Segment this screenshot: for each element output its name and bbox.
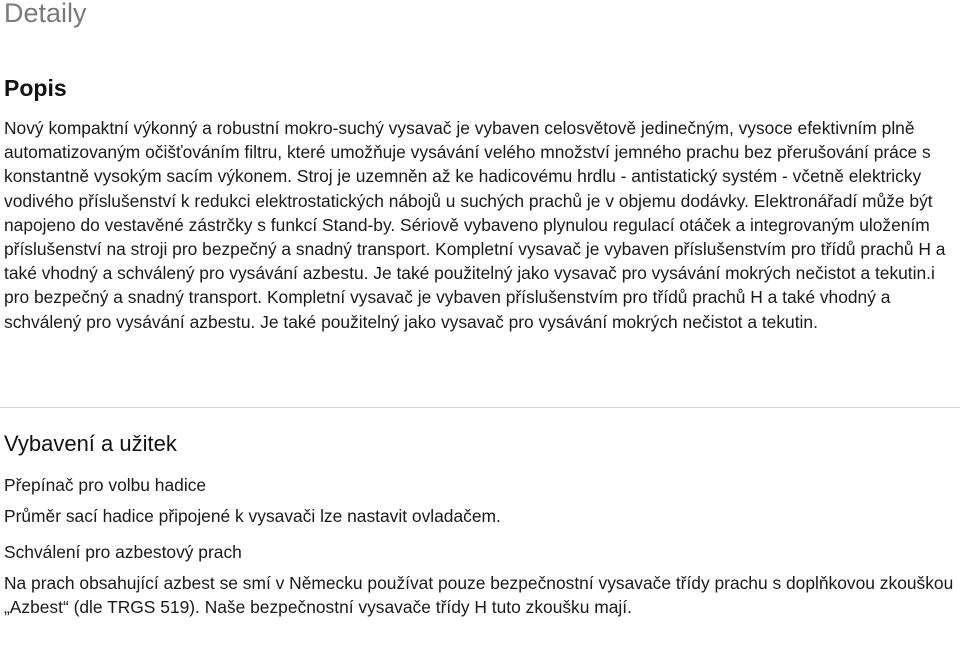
feature-title: Přepínač pro volbu hadice: [4, 475, 207, 495]
vybaveni-heading: Vybavení a užitek: [4, 431, 177, 456]
feature-description: Na prach obsahující azbest se smí v Německu používat pouze bezpečnostní vysavače třídy prachu s doplňkovou zkouškou „Azbest“ (dle TRGS 519). Naše bezpečnostní vysavače třídy H tuto zkoušku mají.: [4, 573, 954, 618]
feature-description: Průměr sací hadice připojené k vysavači lze nastavit ovladačem.: [4, 506, 501, 526]
section-divider: [0, 407, 960, 408]
popis-paragraph: Nový kompaktní výkonný a robustní mokro-suchý vysavač je vybaven celosvětově jedinečným, vysoce efektivním plně automatizovaným očišťováním filtru, které umožňuje vysávání velého množství jemného prachu bez přerušování práce s konstantně vysokým sacím výkonem. Stroj je uzemněn až ke hadicovému hrdlu - antistatický systém - včetně elektricky vodivého příslušenství k redukci elektrostatických nábojů u suchých prachů je v objemu dodávky. Elektronářadí může být napojeno do vestavěné zástrčky s funkcí Stand-by. Sériově vybaveno plynulou regulací otáček a integrovaným uložením příslušenství na stroji pro bezpečný a snadný transport. Kompletní vysavač je vybaven příslušenstvím pro třídů prachů H a také vhodný a schválený pro vysávání azbestu. Je také použitelný jako vysavač pro vysávání mokrých nečistot a tekutin.i pro bezpečný a snadný transport. Kompletní vysavač je vybaven příslušenstvím pro třídů prachů H a také vhodný a schválený pro vysávání azbestu. Je také použitelný jako vysavač pro vysávání mokrých nečistot a tekutin.: [4, 118, 946, 332]
popis-heading: Popis: [4, 75, 67, 101]
page-title: Detaily: [4, 0, 87, 28]
feature-title: Schválení pro azbestový prach: [4, 542, 242, 562]
